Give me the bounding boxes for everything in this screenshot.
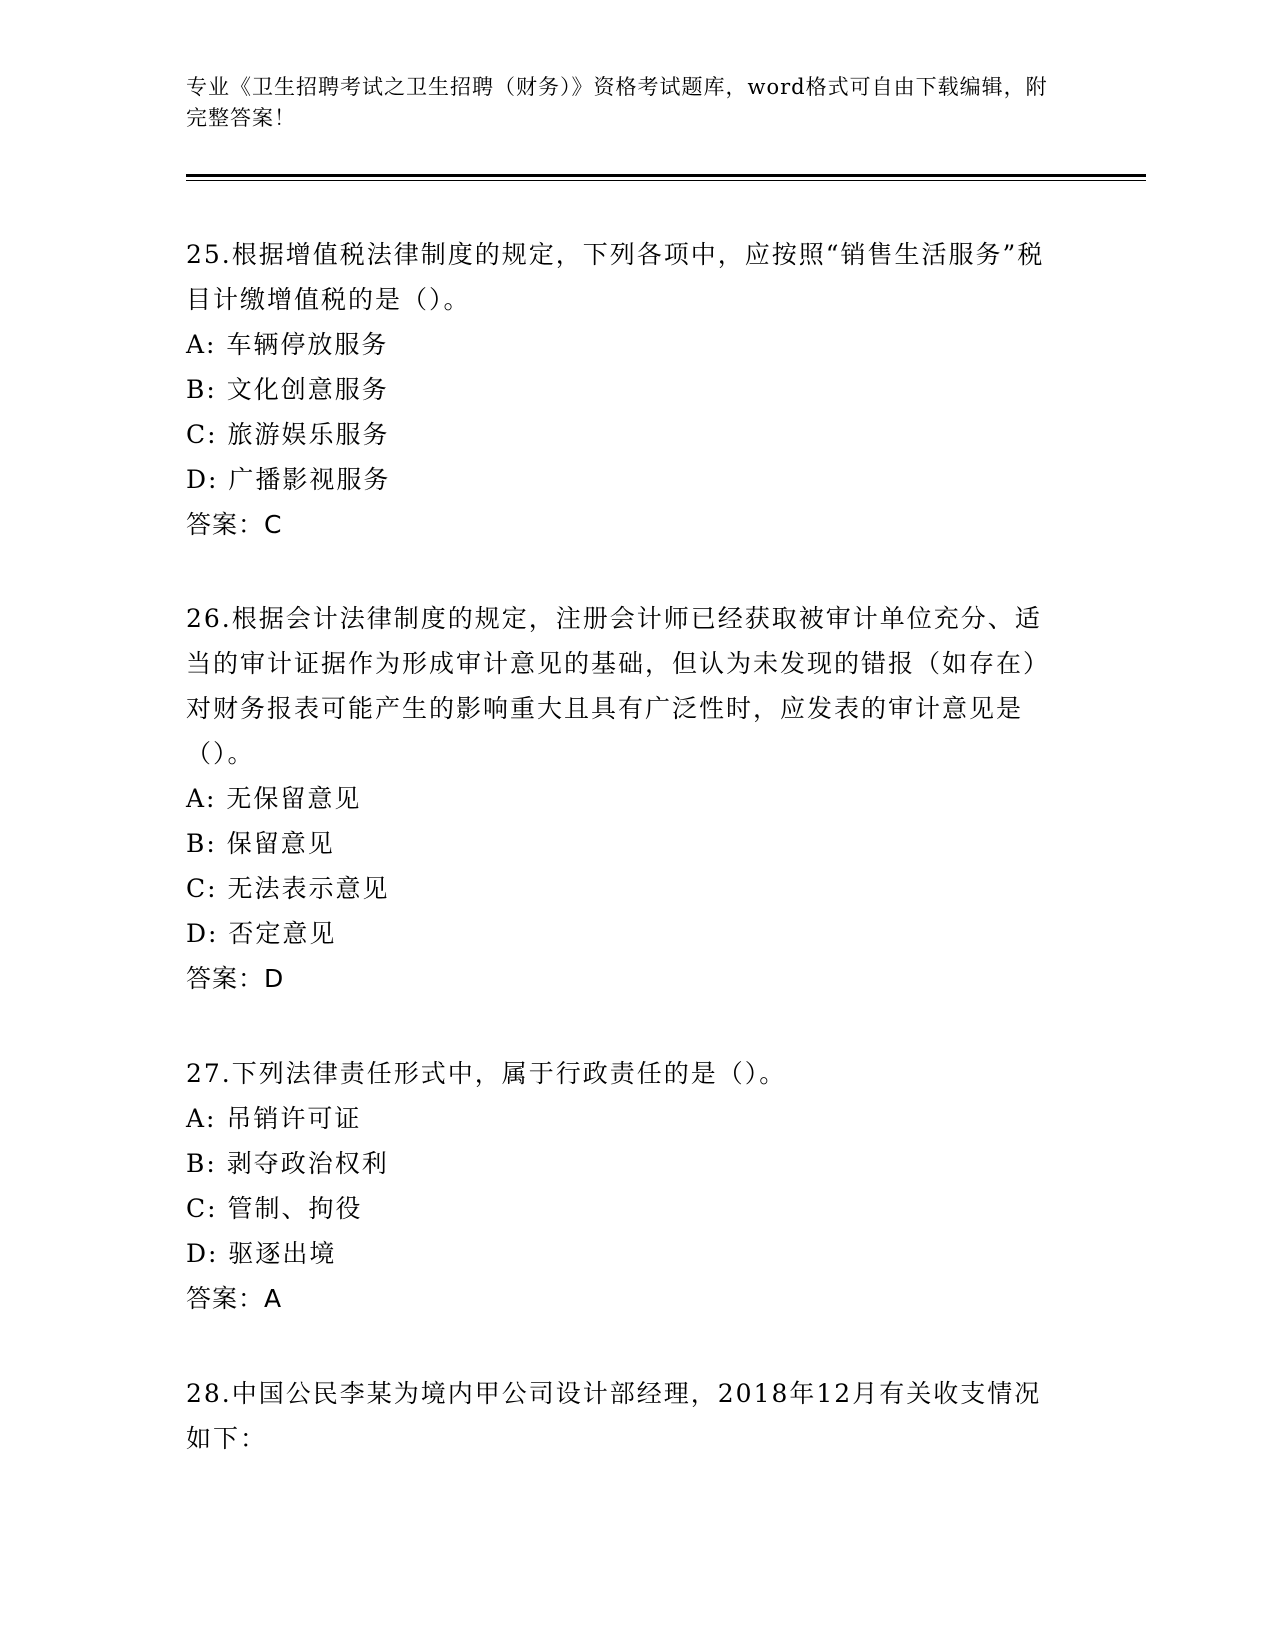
- option-c: C: 管制、拘役: [186, 1194, 363, 1223]
- question-stem: 28.中国公民李某为境内甲公司设计部经理，2018年12月有关收支情况如下：: [186, 1379, 1042, 1453]
- option-b: B: 保留意见: [186, 829, 335, 858]
- question-stem: 25.根据增值税法律制度的规定，下列各项中，应按照“销售生活服务”税目计缴增值税的是（）。: [186, 240, 1045, 314]
- answer: 答案：D: [186, 964, 285, 993]
- answer: 答案：A: [186, 1284, 283, 1313]
- question-stem: 27.下列法律责任形式中，属于行政责任的是（）。: [186, 1059, 787, 1088]
- option-b: B: 剥夺政治权利: [186, 1149, 389, 1178]
- answer: 答案：C: [186, 510, 283, 539]
- option-d: D: 驱逐出境: [186, 1239, 337, 1268]
- question-stem: 26.根据会计法律制度的规定，注册会计师已经获取被审计单位充分、适当的审计证据作为形成审计意见的基础，但认为未发现的错报（如存在）对财务报表可能产生的影响重大且具有广泛性时，应发表的审计意见是（）。: [186, 604, 1051, 768]
- option-c: C: 旅游娱乐服务: [186, 420, 390, 449]
- question-26: [186, 596, 1066, 1001]
- option-a: A: 无保留意见: [186, 784, 362, 813]
- header-divider-thin: [186, 180, 1146, 181]
- option-d: D: 否定意见: [186, 919, 337, 948]
- document-header: 专业《卫生招聘考试之卫生招聘（财务）》资格考试题库，word格式可自由下载编辑，附完整答案！: [186, 75, 1048, 130]
- question-27: [186, 1051, 1066, 1321]
- option-b: B: 文化创意服务: [186, 375, 389, 404]
- header-divider-thick: [186, 174, 1146, 177]
- option-a: A: 车辆停放服务: [186, 330, 389, 359]
- option-a: A: 吊销许可证: [186, 1104, 362, 1133]
- option-c: C: 无法表示意见: [186, 874, 390, 903]
- option-d: D: 广播影视服务: [186, 465, 391, 494]
- question-28: [186, 1371, 1066, 1461]
- question-25: [186, 232, 1066, 547]
